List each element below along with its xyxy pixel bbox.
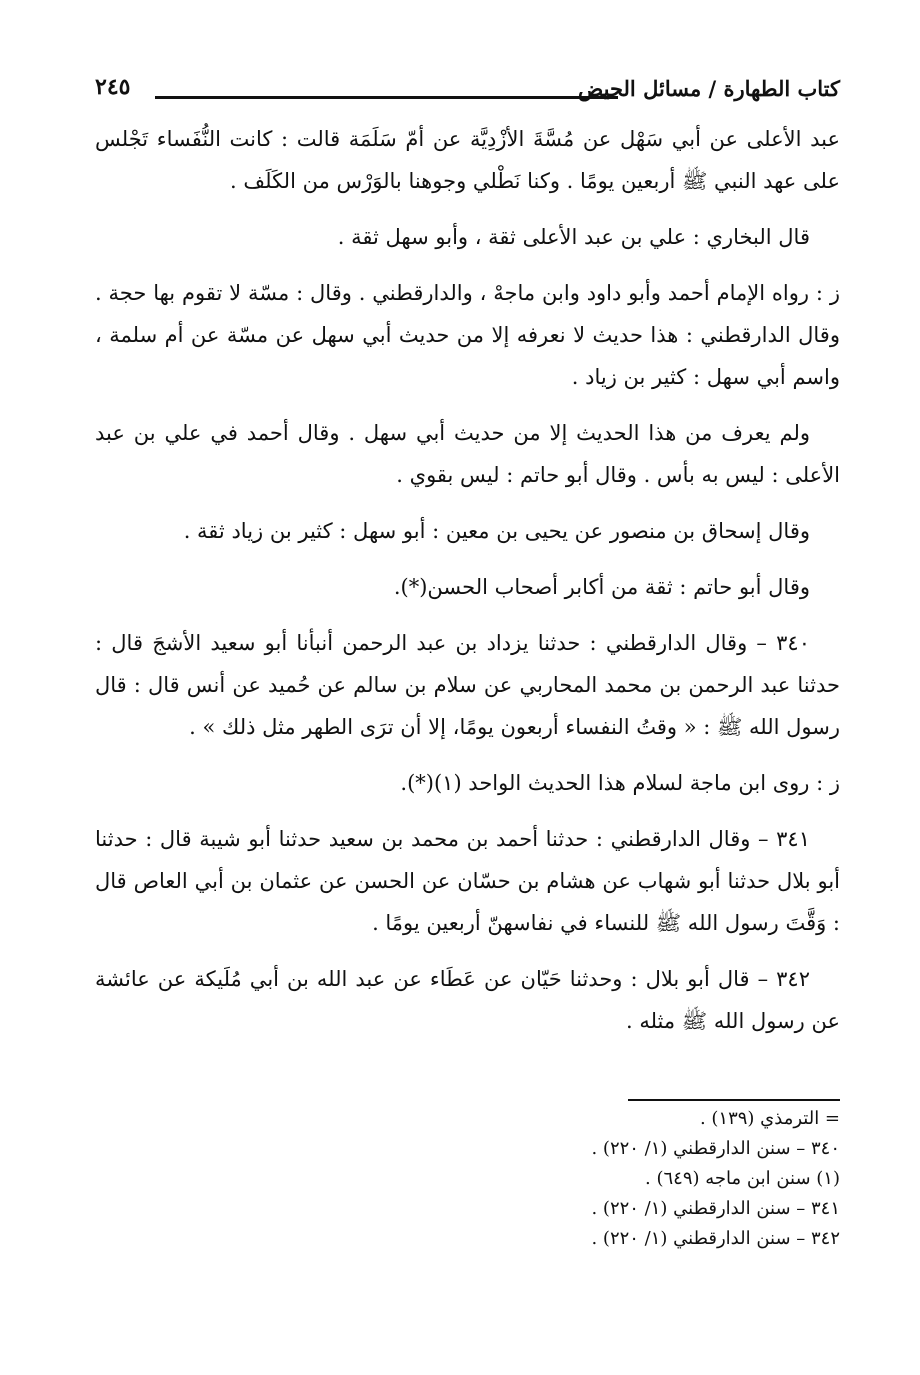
- footnote-item: ٣٤١ – سنن الدارقطني (١/ ٢٢٠) .: [591, 1198, 840, 1219]
- paragraph-6: وقال أبو حاتم : ثقة من أكابر أصحاب الحسن(*).: [393, 575, 810, 599]
- paragraph-8: ز : روى ابن ماجة لسلام هذا الحديث الواحد (١)(*).: [400, 771, 840, 795]
- footnote-separator: [628, 1099, 840, 1101]
- header-rule: [155, 96, 618, 99]
- main-text: [95, 118, 840, 1056]
- paragraph-5: وقال إسحاق بن منصور عن يحيى بن معين : أبو سهل : كثير بن زياد ثقة .: [183, 519, 810, 543]
- paragraph-2: قال البخاري : علي بن عبد الأعلى ثقة ، وأبو سهل ثقة .: [337, 225, 810, 249]
- running-header: [95, 72, 840, 112]
- footnote-item: (١) سنن ابن ماجه (٦٤٩) .: [645, 1168, 840, 1189]
- running-header-title: كتاب الطهارة / مسائل الحيض: [577, 76, 840, 101]
- page-number: ٢٤٥: [95, 74, 131, 100]
- footnote-item: ٣٤٠ – سنن الدارقطني (١/ ٢٢٠) .: [591, 1138, 840, 1159]
- hadith-341: ٣٤١ – وقال الدارقطني : حدثنا أحمد بن محمد بن سعيد حدثنا أبو شيبة قال : حدثنا أبو بلال حدثنا أبو شهاب عن هشام بن حسّان عن الحسن عن عثمان بن أبي العاص قال : وَقَّتَ رسول الله ﷺ للنساء في نفاسهنّ أربعين يومًا .: [95, 827, 840, 935]
- footnotes: [95, 1104, 840, 1254]
- footnote-item: ٣٤٢ – سنن الدارقطني (١/ ٢٢٠) .: [591, 1228, 840, 1249]
- footnote-item: = الترمذي (١٣٩) .: [699, 1108, 840, 1129]
- hadith-340: ٣٤٠ – وقال الدارقطني : حدثنا يزداد بن عبد الرحمن أنبأنا أبو سعيد الأشجَ قال : حدثنا عبد الرحمن بن محمد المحاربي عن سلام بن سالم عن حُميد عن أنس قال : قال رسول الله ﷺ : « وقتُ النفساء أربعون يومًا، إلا أن ترَى الطهر مثل ذلك » .: [95, 631, 840, 739]
- paragraph-1: عبد الأعلى عن أبي سَهْل عن مُسَّةَ الأزْدِيَّة عن أمّ سَلَمَة قالت : كانت النُّفَساء تَجْلس على عهد النبي ﷺ أربعين يومًا . وكنا نَطْلي وجوهنا بالوَرْس من الكَلَف .: [95, 127, 840, 193]
- hadith-342: ٣٤٢ – قال أبو بلال : وحدثنا حَيّان عن عَطَاء عن عبد الله بن أبي مُلَيكة عن عائشة عن رسول الله ﷺ مثله .: [95, 967, 840, 1033]
- paragraph-4: ولم يعرف من هذا الحديث إلا من حديث أبي سهل . وقال أحمد في علي بن عبد الأعلى : ليس به بأس . وقال أبو حاتم : ليس بقوي .: [95, 421, 840, 487]
- paragraph-3: ز : رواه الإمام أحمد وأبو داود وابن ماجهْ ، والدارقطني . وقال : مسّة لا تقوم بها حجة . وقال الدارقطني : هذا حديث لا نعرفه إلا من حديث أبي سهل عن مسّة عن أم سلمة ، واسم أبي سهل : كثير بن زياد .: [95, 281, 840, 389]
